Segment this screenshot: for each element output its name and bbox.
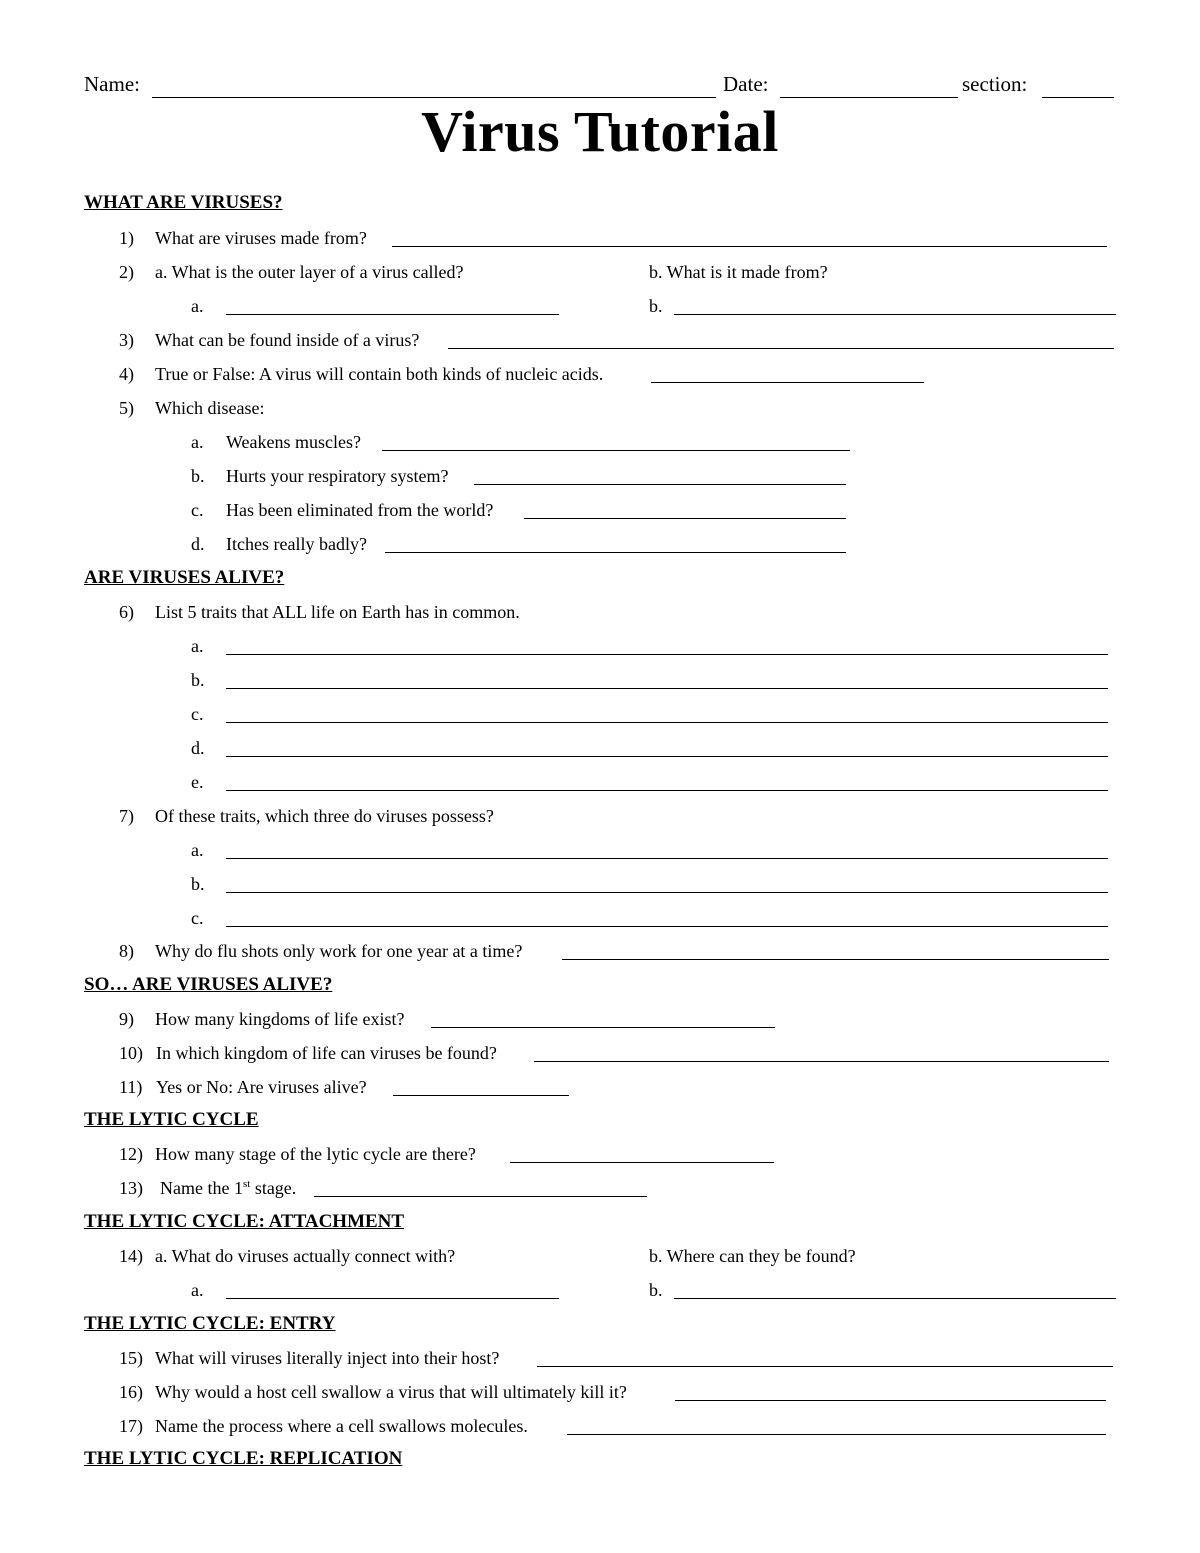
question-text bbox=[160, 1178, 296, 1199]
question-text: Why do flu shots only work for one year at a time? bbox=[155, 941, 523, 961]
question-text: True or False: A virus will contain both kinds of nucleic acids. bbox=[155, 364, 604, 384]
question-text: What will viruses literally inject into their host? bbox=[155, 1348, 500, 1368]
question-text: a. What is the outer layer of a virus called? bbox=[155, 262, 464, 282]
page-title: Virus Tutorial bbox=[421, 99, 779, 164]
question-number: 1) bbox=[119, 228, 134, 248]
answer-letter: c. bbox=[191, 500, 204, 520]
question-number: 2) bbox=[119, 262, 134, 282]
question-text: How many kingdoms of life exist? bbox=[155, 1009, 405, 1029]
question-number: 14) bbox=[119, 1246, 143, 1266]
answer-line[interactable] bbox=[385, 552, 846, 553]
question-number: 3) bbox=[119, 330, 134, 350]
answer-letter: e. bbox=[191, 772, 204, 792]
name-label: Name: bbox=[84, 72, 140, 96]
answer-line[interactable] bbox=[382, 450, 850, 451]
question-text: Yes or No: Are viruses alive? bbox=[156, 1077, 367, 1097]
question-text: b. What is it made from? bbox=[649, 262, 828, 282]
question-text: Name the process where a cell swallows molecules. bbox=[155, 1416, 528, 1436]
answer-letter: d. bbox=[191, 738, 205, 758]
question-text: What can be found inside of a virus? bbox=[155, 330, 420, 350]
question-number: 10) bbox=[119, 1043, 143, 1063]
answer-line[interactable] bbox=[226, 1298, 559, 1299]
answer-letter: a. bbox=[191, 840, 204, 860]
answer-letter: b. bbox=[191, 874, 205, 894]
answer-line[interactable] bbox=[675, 1400, 1106, 1401]
question-text-start: Name the 1 bbox=[160, 1178, 243, 1198]
question-text: b. Where can they be found? bbox=[649, 1246, 856, 1266]
question-text: List 5 traits that ALL life on Earth has in common. bbox=[155, 602, 520, 622]
answer-letter: b. bbox=[649, 1280, 663, 1300]
question-number: 15) bbox=[119, 1348, 143, 1368]
section-heading-attachment: THE LYTIC CYCLE: ATTACHMENT bbox=[84, 1211, 405, 1232]
sub-question-text: Weakens muscles? bbox=[226, 432, 361, 452]
answer-line[interactable] bbox=[562, 959, 1109, 960]
question-number: 13) bbox=[119, 1178, 143, 1198]
answer-line[interactable] bbox=[524, 518, 846, 519]
question-text-end: stage. bbox=[250, 1178, 297, 1198]
answer-letter: b. bbox=[191, 466, 205, 486]
section-heading-lytic-cycle: THE LYTIC CYCLE bbox=[84, 1109, 259, 1130]
section-heading-so-are-viruses-alive: SO… ARE VIRUSES ALIVE? bbox=[84, 974, 333, 995]
answer-line[interactable] bbox=[537, 1366, 1113, 1367]
question-number: 11) bbox=[119, 1077, 143, 1097]
ordinal-suffix: st bbox=[242, 1178, 251, 1190]
answer-letter: a. bbox=[191, 432, 204, 452]
answer-line[interactable] bbox=[226, 790, 1108, 791]
question-text: In which kingdom of life can viruses be found? bbox=[156, 1043, 497, 1063]
question-number: 4) bbox=[119, 364, 134, 384]
answer-letter: a. bbox=[191, 296, 204, 316]
answer-letter: c. bbox=[191, 704, 204, 724]
answer-line[interactable] bbox=[314, 1196, 647, 1197]
section-heading-entry: THE LYTIC CYCLE: ENTRY bbox=[84, 1313, 336, 1334]
question-number: 6) bbox=[119, 602, 134, 622]
answer-line[interactable] bbox=[674, 1298, 1116, 1299]
question-number: 7) bbox=[119, 806, 134, 826]
question-text: a. What do viruses actually connect with? bbox=[155, 1246, 456, 1266]
answer-line[interactable] bbox=[448, 348, 1114, 349]
section-heading-what-are-viruses: WHAT ARE VIRUSES? bbox=[84, 192, 283, 213]
section-heading-are-viruses-alive: ARE VIRUSES ALIVE? bbox=[84, 567, 285, 588]
answer-line[interactable] bbox=[226, 892, 1108, 893]
answer-line[interactable] bbox=[474, 484, 846, 485]
question-number: 5) bbox=[119, 398, 134, 418]
answer-letter: a. bbox=[191, 636, 204, 656]
answer-line[interactable] bbox=[226, 688, 1108, 689]
answer-line[interactable] bbox=[393, 1095, 569, 1096]
answer-letter: c. bbox=[191, 908, 204, 928]
answer-line[interactable] bbox=[226, 756, 1108, 757]
answer-line[interactable] bbox=[510, 1162, 774, 1163]
answer-line[interactable] bbox=[567, 1434, 1106, 1435]
question-text: How many stage of the lytic cycle are there? bbox=[155, 1144, 476, 1164]
sub-question-text: Itches really badly? bbox=[226, 534, 367, 554]
question-number: 8) bbox=[119, 941, 134, 961]
answer-line[interactable] bbox=[226, 654, 1108, 655]
answer-line[interactable] bbox=[226, 314, 559, 315]
answer-line[interactable] bbox=[674, 314, 1116, 315]
answer-line[interactable] bbox=[431, 1027, 775, 1028]
answer-letter: b. bbox=[191, 670, 205, 690]
question-text: Why would a host cell swallow a virus that will ultimately kill it? bbox=[155, 1382, 627, 1402]
sub-question-text: Hurts your respiratory system? bbox=[226, 466, 449, 486]
answer-letter: b. bbox=[649, 296, 663, 316]
question-number: 9) bbox=[119, 1009, 134, 1029]
section-label: section: bbox=[962, 72, 1028, 96]
answer-line[interactable] bbox=[226, 722, 1108, 723]
answer-letter: a. bbox=[191, 1280, 204, 1300]
answer-letter: d. bbox=[191, 534, 205, 554]
answer-line[interactable] bbox=[651, 382, 924, 383]
question-text: What are viruses made from? bbox=[155, 228, 367, 248]
question-text: Of these traits, which three do viruses possess? bbox=[155, 806, 494, 826]
section-heading-replication: THE LYTIC CYCLE: REPLICATION bbox=[84, 1448, 403, 1469]
question-number: 17) bbox=[119, 1416, 143, 1436]
question-text: Which disease: bbox=[155, 398, 265, 418]
date-label: Date: bbox=[723, 72, 769, 96]
answer-line[interactable] bbox=[392, 246, 1107, 247]
question-number: 12) bbox=[119, 1144, 143, 1164]
answer-line[interactable] bbox=[226, 858, 1108, 859]
question-number: 16) bbox=[119, 1382, 143, 1402]
answer-line[interactable] bbox=[534, 1061, 1109, 1062]
answer-line[interactable] bbox=[226, 926, 1108, 927]
sub-question-text: Has been eliminated from the world? bbox=[226, 500, 494, 520]
